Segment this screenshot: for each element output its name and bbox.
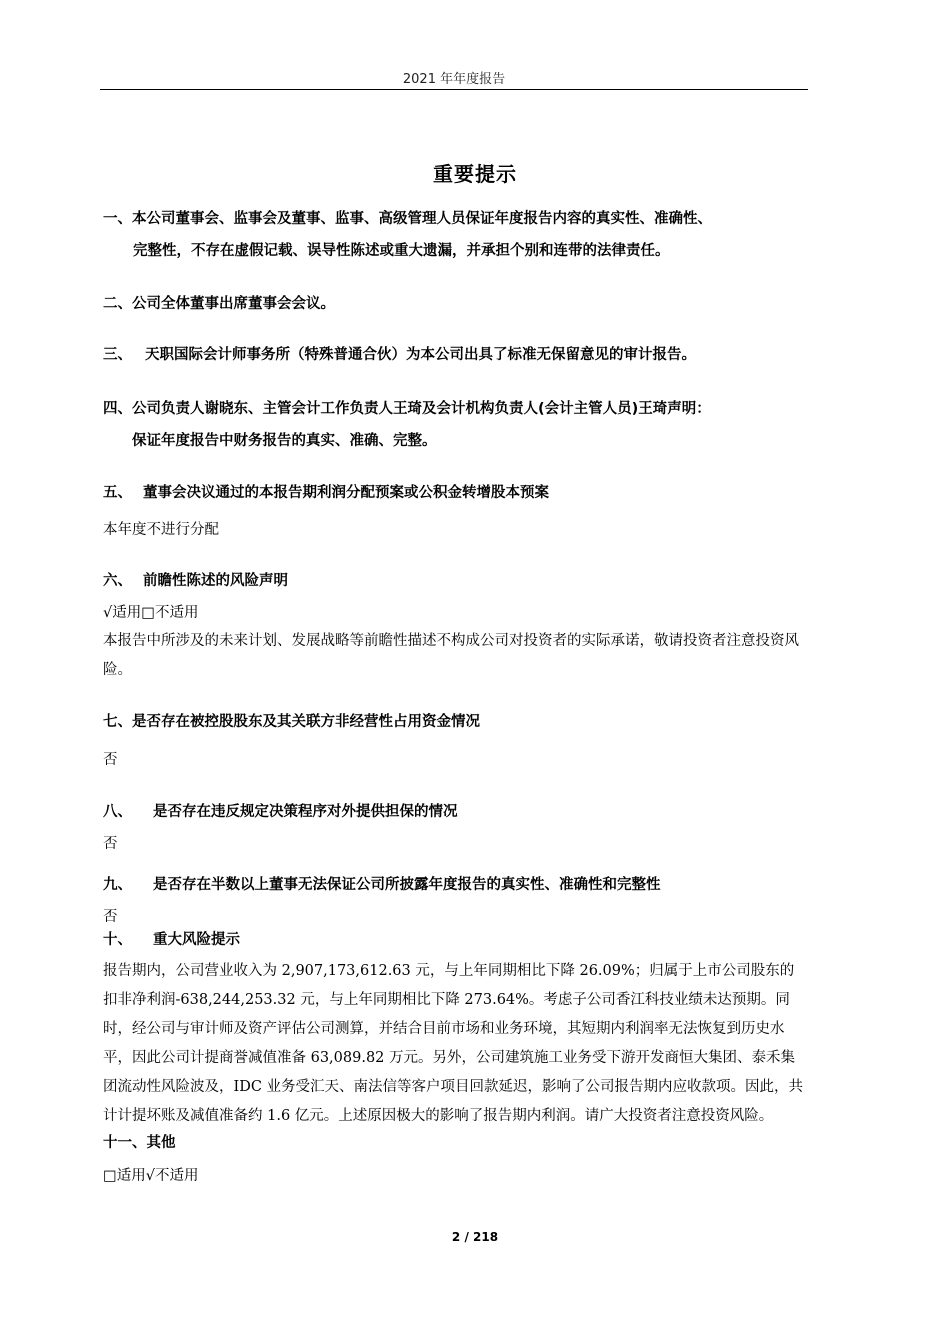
item-1-line-2: 完整性，不存在虚假记载、误导性陈述或重大遗漏，并承担个别和连带的法律责任。 (133, 243, 670, 259)
item-5-body: 本年度不进行分配 (103, 522, 219, 538)
item-9-number: 九、 (103, 877, 132, 893)
page-header: 2021 年年度报告 (402, 72, 506, 87)
item-7-body: 否 (103, 752, 118, 768)
item-10-number: 十、 (103, 932, 132, 948)
item-6-applicable: √适用□不适用 (103, 605, 199, 621)
item-6-number: 六、 (103, 573, 132, 589)
header-divider (100, 89, 808, 90)
item-8-number: 八、 (103, 804, 132, 820)
item-5-heading (103, 478, 808, 508)
item-11-heading: 十一、其他 (103, 1135, 176, 1151)
item-7-heading: 七、是否存在被控股股东及其关联方非经营性占用资金情况 (103, 714, 480, 730)
item-9-body: 否 (103, 909, 118, 925)
item-6-text: 前瞻性陈述的风险声明 (143, 573, 288, 589)
page-number: 2 / 218 (451, 1230, 499, 1244)
item-4-line-2: 保证年度报告中财务报告的真实、准确、完整。 (132, 433, 437, 449)
item-9-text: 是否存在半数以上董事无法保证公司所披露年度报告的真实性、准确性和完整性 (153, 877, 661, 893)
page-title: 重要提示 (433, 162, 517, 186)
item-2: 二、公司全体董事出席董事会会议。 (103, 296, 335, 312)
item-10-heading (103, 925, 808, 955)
item-9-heading (103, 870, 808, 900)
item-6-heading (103, 566, 808, 596)
item-3-number: 三、 (103, 347, 132, 363)
item-10-body: 报告期内，公司营业收入为 2,907,173,612.63 元，与上年同期相比下降 26.09%；归属于上市公司股东的扣非净利润-638,244,253.32 元，与上年同期相比下降 273.64%。考虑子公司香江科技业绩未达预期。同时，经公司与审计师及资产评估公司测算，并结合目前市场和业务环境，其短期内利润率无法恢复到历史水平，因此公司计提商誉减值准备 63,089.82 万元。另外，公司建筑施工业务受下游开发商恒大集团、泰禾集团流动性风险波及，IDC 业务受汇天、南法信等客户项目回款延迟，影响了公司报告期内应收款项。因此，共计计提坏账及减值准备约 1.6 亿元。上述原因极大的影响了报告期内利润。请广大投资者注意投资风险。 (103, 963, 804, 1124)
item-8-text: 是否存在违反规定决策程序对外提供担保的情况 (153, 804, 458, 820)
item-8-body: 否 (103, 836, 118, 852)
item-5-text: 董事会决议通过的本报告期利润分配预案或公积金转增股本预案 (143, 485, 549, 501)
item-3 (103, 340, 808, 370)
item-11-applicable: □适用√不适用 (103, 1168, 199, 1184)
item-6-body: 本报告中所涉及的未来计划、发展战略等前瞻性描述不构成公司对投资者的实际承诺，敬请投资者注意投资风险。 (103, 633, 799, 678)
item-8-heading (103, 797, 808, 827)
item-5-number: 五、 (103, 485, 132, 501)
item-4-line-1: 四、公司负责人谢晓东、主管会计工作负责人王琦及会计机构负责人(会计主管人员)王琦声明： (103, 401, 711, 417)
item-3-text: 天职国际会计师事务所（特殊普通合伙）为本公司出具了标准无保留意见的审计报告。 (145, 347, 696, 363)
item-10-text: 重大风险提示 (153, 932, 240, 948)
item-1-line-1: 一、本公司董事会、监事会及董事、监事、高级管理人员保证年度报告内容的真实性、准确性、 (103, 211, 712, 227)
